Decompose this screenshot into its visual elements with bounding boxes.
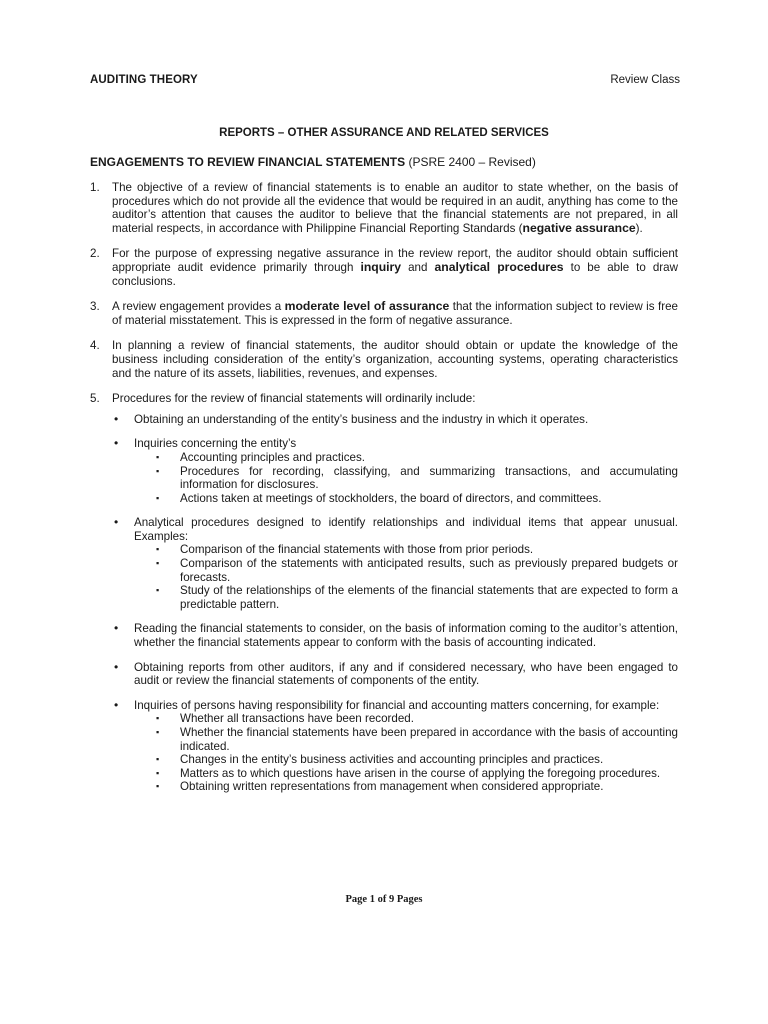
item-number: 1. — [90, 181, 100, 194]
square-bullet-icon: ▪ — [156, 713, 160, 724]
procedure-bullet — [114, 661, 678, 688]
procedure-sub-item — [156, 543, 678, 557]
page-footer: Page 1 of 9 Pages — [345, 894, 423, 905]
bullet-icon: • — [114, 515, 119, 530]
procedure-content — [134, 413, 678, 427]
item-text: In planning a review of financial statements, the auditor should obtain or update the knowledge of the business including consideration of the entity’s organization, accounting systems, operating characteristics and the nature of its assets, liabilities, revenues, and expenses. — [112, 339, 678, 380]
square-bullet-icon: ▪ — [156, 585, 160, 596]
sub-item-text: Matters as to which questions have arisen in the course of applying the foregoing procedures. — [180, 766, 661, 780]
square-bullet-icon: ▪ — [156, 465, 160, 476]
item-number: 2. — [90, 247, 100, 261]
bullet-icon: • — [114, 659, 119, 674]
procedure-bullet — [114, 516, 678, 611]
procedure-text: Obtaining reports from other auditors, if any and if considered necessary, who have been engaged to audit or review the financial statements of components of the entity. — [134, 660, 678, 688]
square-bullet-icon: ▪ — [156, 727, 160, 737]
text-run: to be able to draw conclusions. — [112, 260, 678, 288]
square-bullet-icon: ▪ — [156, 558, 160, 569]
square-bullet-icon: ▪ — [156, 767, 160, 778]
bullet-icon: • — [114, 621, 119, 636]
procedure-content — [134, 516, 678, 611]
bullet-icon: • — [114, 436, 119, 451]
procedure-bullet — [114, 622, 678, 649]
text-run: A review engagement provides a — [112, 300, 285, 314]
procedure-sub-item — [156, 753, 678, 767]
document-title: REPORTS – OTHER ASSURANCE AND RELATED SERVICES — [219, 127, 549, 139]
procedure-sub-item — [156, 557, 678, 584]
item-text — [112, 181, 678, 235]
procedure-sub-item — [156, 492, 678, 506]
procedure-sub-item — [156, 712, 678, 726]
procedure-sub-item — [156, 451, 678, 465]
procedure-sub-item — [156, 584, 678, 611]
sub-item-text: Study of the relationships of the elements of the financial statements that are expected to form a predictable pattern. — [180, 584, 678, 611]
text-run: The objective of a review of financial statements is to enable an auditor to state whether, on the basis of procedures which do not provide all the evidence that would be required in an audit, anything has come to the auditor’s attention that causes the auditor to believe that the financial statements are not prepared, in all material respects, in accordance with Philippine Financial Reporting Standards ( — [112, 181, 678, 235]
procedure-content — [134, 699, 678, 794]
procedure-content — [134, 437, 678, 505]
bold-term: inquiry — [360, 259, 402, 274]
numbered-item — [90, 392, 678, 406]
procedure-text: Inquiries concerning the entity’s — [134, 437, 297, 451]
section-heading-bold: ENGAGEMENTS TO REVIEW FINANCIAL STATEMENTS — [90, 155, 406, 169]
header-class: Review Class — [610, 74, 680, 86]
procedures-list — [90, 413, 678, 794]
document-body — [90, 181, 678, 794]
item-number: 4. — [90, 339, 100, 353]
square-bullet-icon: ▪ — [156, 781, 160, 792]
procedure-sub-item — [156, 465, 678, 492]
sub-item-text: Changes in the entity’s business activities and accounting principles and practices. — [180, 753, 604, 767]
procedure-content — [134, 661, 678, 688]
procedure-bullet — [114, 413, 678, 427]
sub-item-text: Obtaining written representations from management when considered appropriate. — [180, 780, 604, 794]
item-number: 5. — [90, 392, 100, 406]
sub-item-text: Comparison of the statements with anticipated results, such as previously prepared budgets or forecasts. — [180, 557, 678, 584]
numbered-item — [90, 181, 678, 235]
procedure-sub-item — [156, 726, 678, 753]
procedure-sub-item — [156, 767, 678, 781]
bold-term: moderate level of assurance — [284, 299, 450, 314]
procedure-content — [134, 622, 678, 649]
square-bullet-icon: ▪ — [156, 451, 160, 462]
sub-item-text: Actions taken at meetings of stockholders, the board of directors, and committees. — [180, 491, 602, 505]
procedure-bullet — [114, 699, 678, 794]
square-bullet-icon: ▪ — [156, 492, 160, 503]
square-bullet-icon: ▪ — [156, 754, 160, 765]
text-run: For the purpose of expressing negative assurance in the review report, the auditor should obtain sufficient appropriate audit evidence primarily through — [112, 247, 678, 274]
sub-item-text: Whether the financial statements have been prepared in accordance with the basis of accounting indicated. — [180, 726, 678, 753]
procedure-text: Obtaining an understanding of the entity’s business and the industry in which it operates. — [134, 412, 589, 426]
bullet-icon: • — [114, 697, 119, 712]
numbered-item — [90, 247, 678, 288]
procedure-text: Inquiries of persons having responsibility for financial and accounting matters concerning, for example: — [134, 698, 660, 712]
item-number: 3. — [90, 300, 100, 314]
numbered-item — [90, 300, 678, 327]
sub-item-text: Accounting principles and practices. — [180, 450, 365, 464]
procedure-sub-item — [156, 780, 678, 794]
procedure-text: Reading the financial statements to consider, on the basis of information coming to the auditor’s attention, whether the financial statements appear to conform with the basis of accounting indicated. — [134, 622, 678, 650]
numbered-item — [90, 339, 678, 380]
section-heading — [90, 155, 536, 169]
header-subject: AUDITING THEORY — [90, 74, 198, 86]
item-text — [112, 300, 678, 327]
bullet-icon: • — [114, 411, 119, 426]
sub-item-text: Whether all transactions have been recorded. — [180, 712, 414, 726]
procedure-bullet — [114, 437, 678, 505]
item-text — [112, 247, 678, 288]
text-run: ). — [635, 221, 643, 235]
text-run: and — [401, 260, 435, 274]
sub-item-text: Comparison of the financial statements with those from prior periods. — [180, 543, 534, 557]
bold-term: negative assurance — [522, 220, 636, 235]
procedure-text: Analytical procedures designed to identify relationships and individual items that appear unusual. Examples: — [134, 516, 678, 543]
square-bullet-icon: ▪ — [156, 544, 160, 555]
text-run: that the information subject to review is free of material misstatement. This is expressed in the form of negative assurance. — [112, 300, 678, 327]
item-text: Procedures for the review of financial statements will ordinarily include: — [112, 392, 476, 406]
section-heading-standard: (PSRE 2400 – Revised) — [405, 155, 536, 169]
bold-term: analytical procedures — [434, 259, 564, 274]
sub-item-text: Procedures for recording, classifying, and summarizing transactions, and accumulating information for disclosures. — [180, 464, 678, 492]
